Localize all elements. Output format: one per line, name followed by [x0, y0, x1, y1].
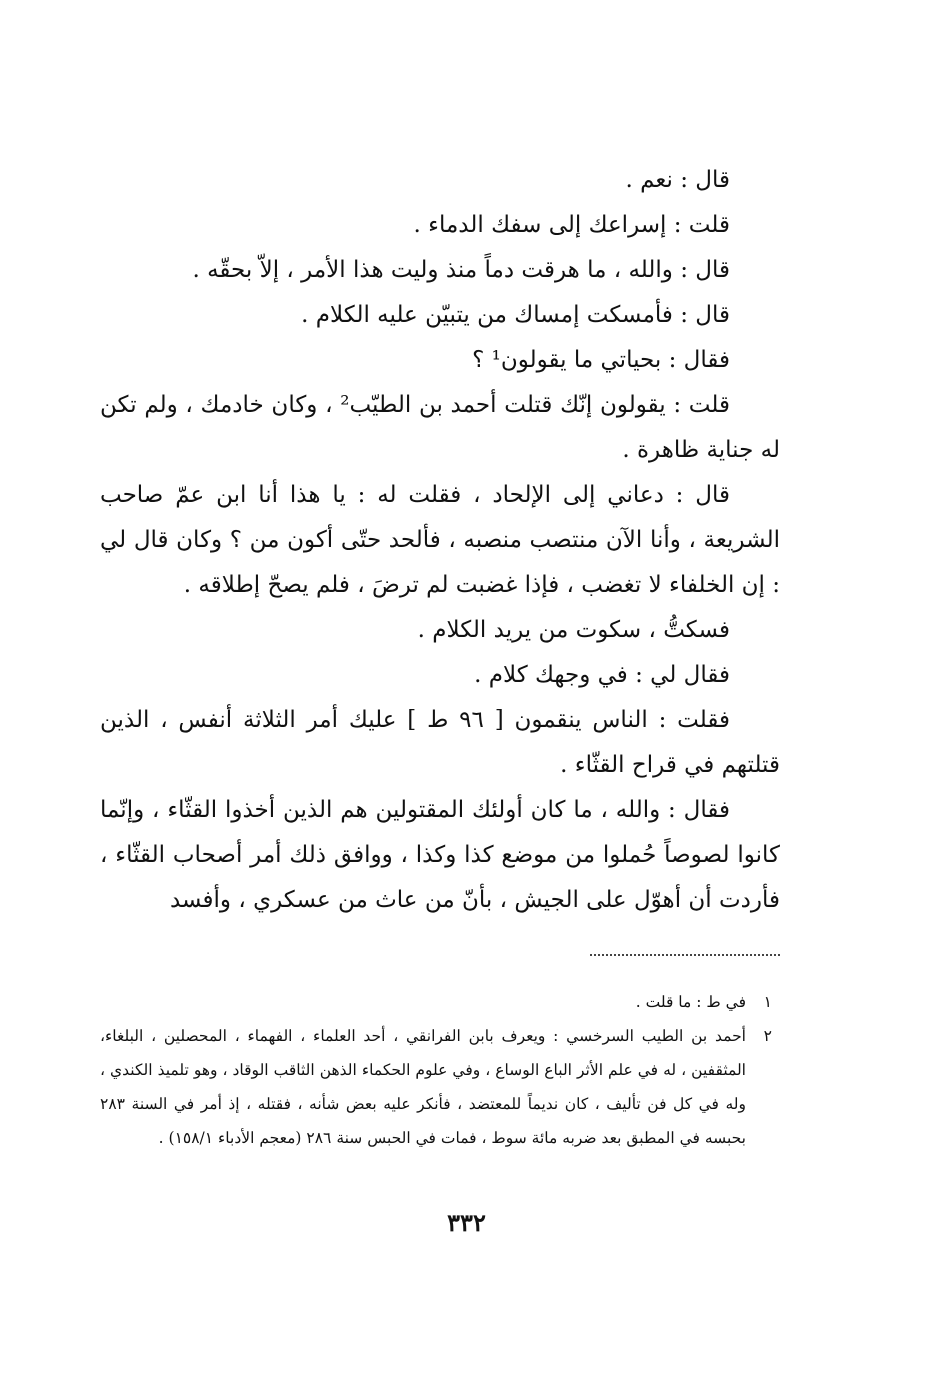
footnote-text: أحمد بن الطيب السرخسي : ويعرف بابن الفرانقي ، أحد العلماء ، الفهماء ، المحصلين ، البلغاء، المثقفين ، له في علم الأثر الباع الوساع ، وفي علوم الحكماء الذهن الثاقب الوقاد ، وهو تلميذ الكندي ، وله في كل فن تأليف ، كان نديماً للمعتضد ، فأنكر عليه بعض شأنه ، فقتله ، إذ أمر في السنة ٢٨٣ بحبسه في المطبق بعد ضربه مائة سوط ، فمات في الحبس سنة ٢٨٦ (معجم الأدباء ١٥٨/١) . — [100, 1027, 746, 1147]
footnote-divider — [590, 954, 780, 956]
footnote-number: ٢ — [763, 1027, 772, 1045]
paragraph-9: فقال لي : في وجهك كلام . — [474, 662, 730, 688]
paragraph-10: فقلت : الناس ينقمون [ ٩٦ ط ] عليك أمر الثلاثة أنفس ، الذين قتلتهم في قراح القثّاء . — [100, 707, 780, 778]
footnote-number: ١ — [763, 993, 772, 1011]
paragraph-1: قال : نعم . — [625, 167, 730, 193]
paragraph-4: قال : فأمسكت إمساك من يتبيّن عليه الكلام . — [301, 302, 730, 328]
footnote-2 — [100, 1019, 772, 1155]
main-text — [100, 158, 780, 923]
paragraph-11: فقال : والله ، ما كان أولئك المقتولين هم الذين أخذوا القثّاء ، وإنّما كانوا لصوصاً حُملوا من موضع كذا وكذا ، ووافق ذلك أمر أصحاب القثّاء ، فأردت أن أهوّل على الجيش ، بأنّ من عاث من عسكري ، وأفسد — [100, 797, 780, 913]
footnotes — [100, 985, 772, 1155]
paragraph-6: قلت : يقولون إنّك قتلت أحمد بن الطيّب² ، وكان خادمك ، ولم تكن له جناية ظاهرة . — [100, 392, 780, 463]
page-number: ٣٣٢ — [447, 1208, 486, 1237]
footnote-1 — [100, 985, 772, 1019]
paragraph-8: فسكتُّ ، سكوت من يريد الكلام . — [417, 617, 730, 643]
paragraph-3: قال : والله ، ما هرقت دماً منذ وليت هذا الأمر ، إلاّ بحقّه . — [192, 257, 730, 283]
footnote-text: في ط : ما قلت . — [635, 993, 746, 1011]
paragraph-7: قال : دعاني إلى الإلحاد ، فقلت له : يا هذا أنا ابن عمّ صاحب الشريعة ، وأنا الآن منتصب منصبه ، فألحد حتّى أكون من ؟ وكان قال لي : إن الخلفاء لا تغضب ، فإذا غضبت لم ترضَ ، فلم يصحّ إطلاقه . — [100, 482, 780, 598]
paragraph-5: فقال : بحياتي ما يقولون¹ ؟ — [472, 347, 730, 373]
paragraph-2: قلت : إسراعك إلى سفك الدماء . — [413, 212, 730, 238]
